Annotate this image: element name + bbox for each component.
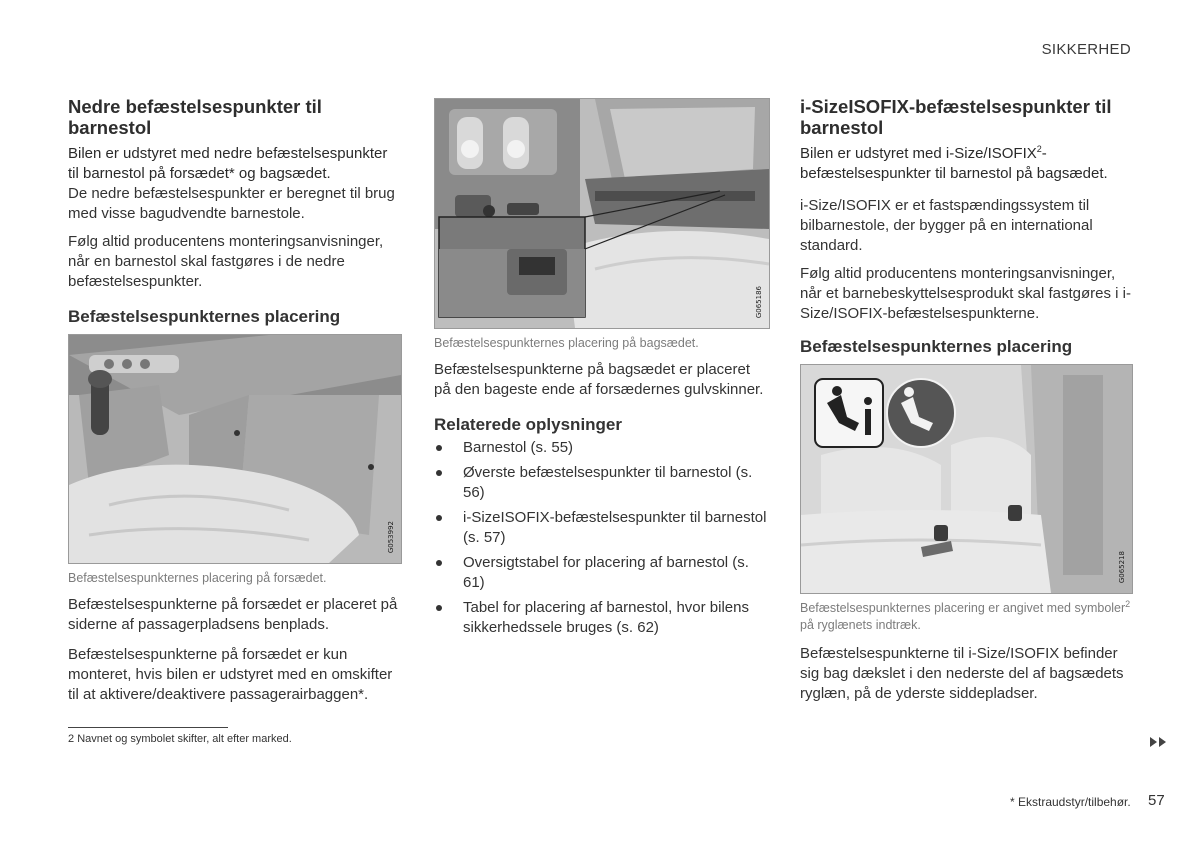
right-column [800, 96, 1133, 704]
isofix-caption-b: på ryglænets indtræk. [800, 618, 921, 632]
left-paragraph-2: Følg altid producentens monteringsanvisninger, når en barnestol skal fastgøres i de nedre befæstelsespunkter. [68, 233, 384, 290]
footnote-marker: 2 [68, 733, 75, 745]
isofix-caption [800, 600, 1133, 634]
middle-paragraph-1: Befæstelsespunkterne på bagsædet er placeret på den bageste ende af forsædernes gulvskinner. [434, 361, 764, 398]
right-paragraph-3: Befæstelsespunkterne til i-Size/ISOFIX befinder sig bag dækslet i den nederste del af bagsædets ryglæn, på de yderste siddepladser. [800, 645, 1124, 702]
related-item[interactable]: Oversigtstabel for placering af barnestol (s. 61) [434, 553, 770, 593]
isofix-figure [800, 364, 1133, 594]
related-item[interactable]: Barnestol (s. 55) [434, 438, 770, 458]
left-paragraph-1: De nedre befæstelsespunkter er beregnet til brug med visse bagudvendte barnestole. [68, 185, 395, 222]
left-paragraph-3: Befæstelsespunkterne på forsædet er placeret på siderne af passagerpladsens benplads. [68, 596, 398, 633]
next-page-icon[interactable] [1150, 737, 1168, 747]
right-paragraph-2: Følg altid producentens monteringsanvisninger, når et barnebeskyttelsesprodukt skal fastgøres i i-Size/ISOFIX-befæstelsespunkterne. [800, 265, 1131, 322]
right-lead [800, 144, 1133, 184]
left-column [68, 96, 400, 705]
front-seat-figure [68, 334, 402, 564]
left-paragraph-4: Befæstelsespunkterne på forsædet er kun monteret, hvis bilen er udstyret med en omskifter til at aktivere/deaktivere passagerairbaggen*. [68, 646, 393, 703]
footer-note: * Ekstraudstyr/tilbehør. [1010, 795, 1131, 809]
rear-seat-caption: Befæstelsespunkternes placering på bagsædet. [434, 336, 699, 350]
right-title: i-SizeISOFIX-befæstelsespunkter til barnestol [800, 96, 1112, 138]
related-title: Relaterede oplysninger [434, 415, 623, 434]
footnote-ref: 2 [1036, 144, 1042, 154]
left-title: Nedre befæstelsespunkter til barnestol [68, 96, 322, 138]
rear-seat-figure [434, 98, 770, 329]
front-seat-caption: Befæstelsespunkternes placering på forsædet. [68, 571, 327, 585]
footnote-divider [68, 727, 228, 728]
left-lead: Bilen er udstyret med nedre befæstelsespunkter til barnestol på forsædet* og bagsædet. [68, 145, 388, 182]
page-number: 57 [1148, 792, 1165, 809]
footnote-text: Navnet og symbolet skifter, alt efter marked. [77, 733, 292, 745]
footnote-ref: 2 [1125, 598, 1131, 609]
middle-column [434, 98, 770, 643]
right-subtitle: Befæstelsespunkternes placering [800, 337, 1073, 356]
related-list [434, 438, 770, 638]
right-lead-a: Bilen er udstyret med i-Size/ISOFIX [800, 145, 1037, 162]
section-header: SIKKERHED [1041, 41, 1131, 58]
figure-code: G065186 [755, 285, 763, 318]
related-item[interactable]: i-SizeISOFIX-befæstelsespunkter til barnestol (s. 57) [434, 508, 770, 548]
isofix-caption-a: Befæstelsespunkternes placering er angivet med symboler [800, 601, 1126, 615]
figure-code: G053992 [387, 520, 395, 553]
left-subtitle: Befæstelsespunkternes placering [68, 307, 341, 326]
right-lead-b: -befæstelsespunkter til barnestol på bagsædet. [800, 145, 1108, 182]
right-paragraph-1: i-Size/ISOFIX er et fastspændingssystem til bilbarnestole, der bygger på en international standard. [800, 197, 1093, 254]
figure-code: G065218 [1118, 550, 1126, 583]
footnote [68, 733, 292, 745]
related-item[interactable]: Øverste befæstelsespunkter til barnestol (s. 56) [434, 463, 770, 503]
related-item[interactable]: Tabel for placering af barnestol, hvor bilens sikkerhedssele bruges (s. 62) [434, 598, 770, 638]
